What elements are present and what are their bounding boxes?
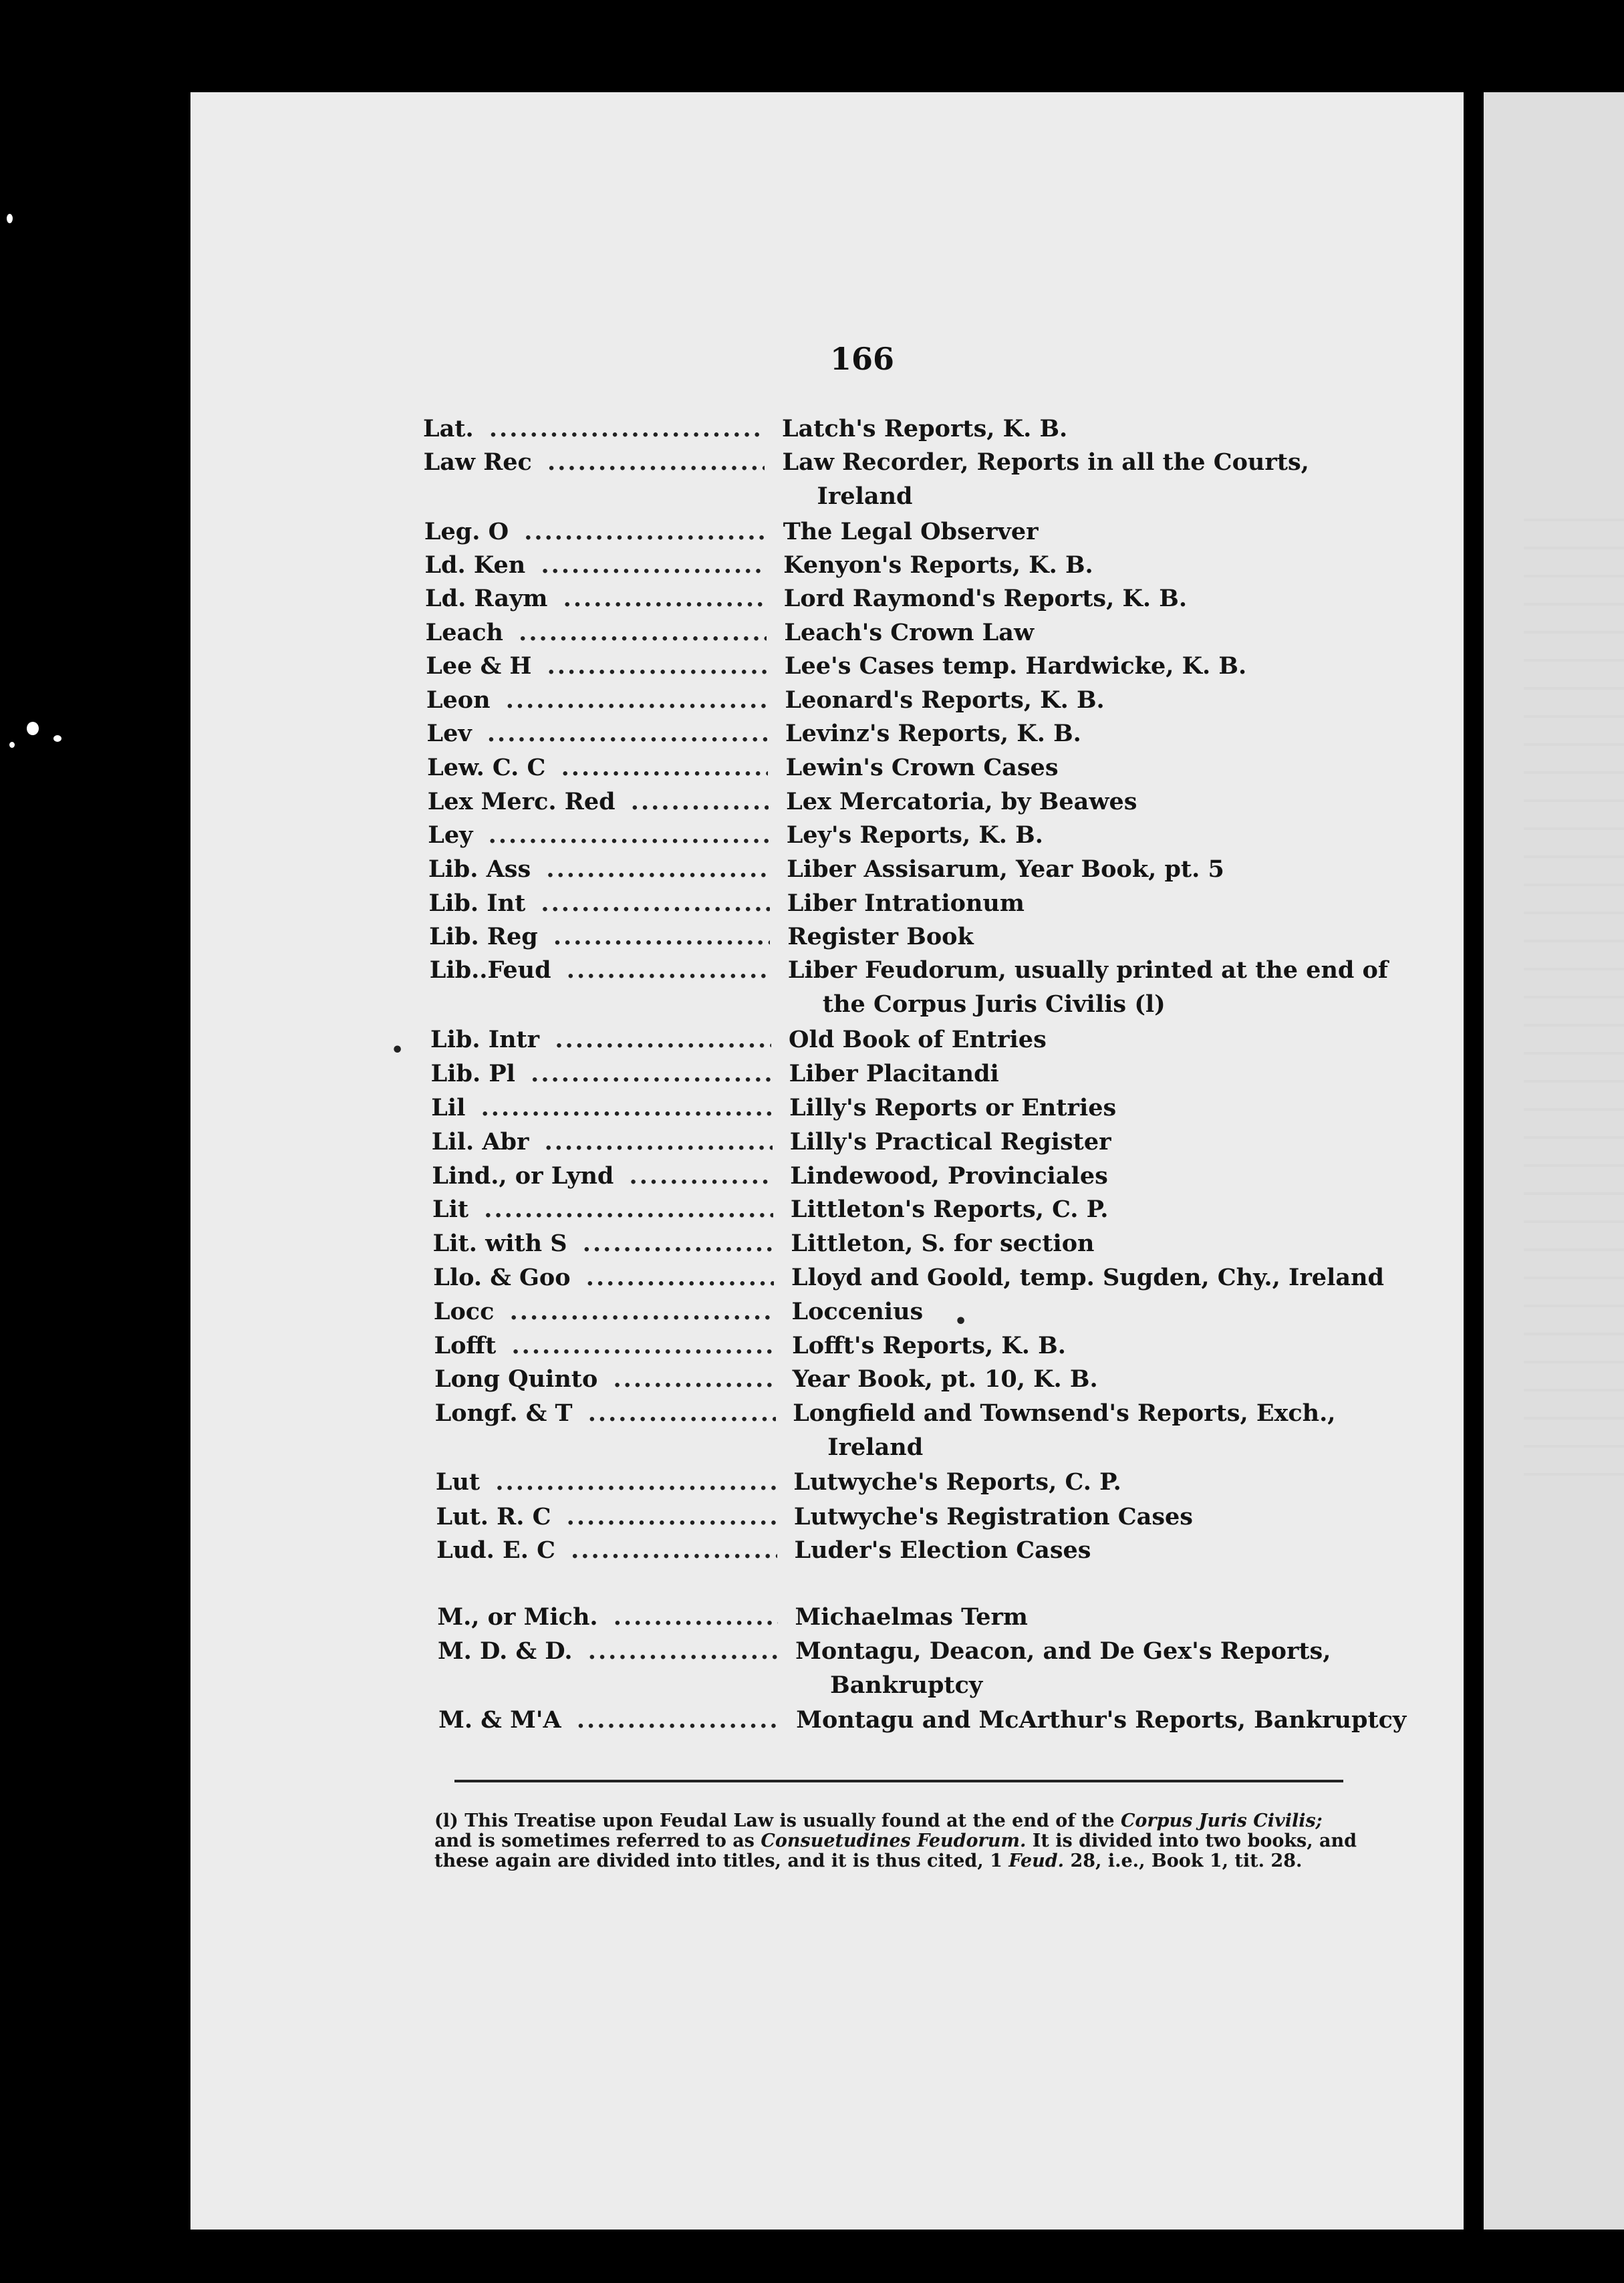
abbreviation-text: Longf. & T	[435, 1399, 578, 1427]
abbreviation-text: Ld. Ken	[424, 551, 531, 579]
footnote-text: It is divided into two books, and	[1026, 1831, 1357, 1851]
abbreviation-text: Lit	[432, 1196, 474, 1223]
footnote-text: and is sometimes referred to as	[434, 1831, 761, 1851]
footnote-italic: Corpus Juris Civilis;	[1120, 1810, 1323, 1831]
entry-description: Lex Mercatoria, by Beawes	[786, 788, 1137, 815]
entry-abbreviation	[434, 1331, 775, 1361]
entry-description-continued: Ireland	[827, 1434, 924, 1461]
abbreviation-text: M. D. & D.	[438, 1637, 578, 1665]
entry-abbreviation	[425, 584, 766, 614]
abbreviation-text: Leach	[426, 619, 509, 646]
entry-description: Michaelmas Term	[795, 1603, 1028, 1631]
entry-abbreviation	[433, 1229, 774, 1258]
abbreviation-text: Lex Merc. Red	[428, 788, 621, 815]
entry-abbreviation	[435, 1399, 776, 1428]
footnote-rule	[454, 1780, 1343, 1782]
bleed-through-text	[1524, 493, 1624, 1496]
abbreviation-text: M., or Mich.	[437, 1603, 603, 1631]
entry-description: Levinz's Reports, K. B.	[785, 720, 1081, 747]
entry-description: The Legal Observer	[783, 518, 1039, 545]
bullet-mark: •	[954, 1310, 968, 1333]
abbreviation-text: Llo. & Goo	[433, 1264, 575, 1291]
entry-description: Lofft's Reports, K. B.	[792, 1332, 1066, 1359]
entry-abbreviation	[428, 855, 769, 884]
footnote-text: 28, i.e., Book 1, tit. 28.	[1064, 1851, 1303, 1871]
entry-abbreviation	[432, 1162, 773, 1191]
abbreviation-text: Leg. O	[424, 518, 514, 545]
abbreviation-text: Lat.	[423, 415, 479, 442]
entry-description: Register Book	[787, 923, 974, 950]
entry-abbreviation	[431, 1059, 772, 1089]
entry-abbreviation	[436, 1502, 777, 1532]
entry-abbreviation	[426, 618, 767, 648]
entry-abbreviation	[433, 1263, 774, 1293]
adjacent-page-edge	[1484, 92, 1624, 2230]
abbreviation-text: Lind., or Lynd	[432, 1162, 619, 1190]
abbreviation-text: Lib. Ass	[428, 855, 536, 883]
entry-abbreviation	[426, 719, 767, 749]
entry-abbreviation	[432, 1127, 773, 1157]
entry-description: Latch's Reports, K. B.	[782, 415, 1068, 442]
entry-description-continued: Ireland	[817, 483, 913, 510]
entry-abbreviation	[430, 1025, 771, 1055]
entry-abbreviation	[434, 1297, 775, 1327]
entry-description: Littleton's Reports, C. P.	[790, 1196, 1109, 1223]
abbreviation-text: Lud. E. C	[436, 1536, 561, 1564]
entry-description: Lewin's Crown Cases	[785, 754, 1059, 781]
entry-abbreviation	[434, 1365, 775, 1394]
footnote-line	[434, 1811, 1343, 1831]
footnote-italic: Consuetudines Feudorum.	[761, 1831, 1027, 1851]
entry-abbreviation	[436, 1468, 777, 1497]
abbreviation-text: Lut	[436, 1468, 485, 1496]
entry-description: Lutwyche's Reports, C. P.	[793, 1468, 1121, 1496]
film-speck	[7, 214, 13, 223]
abbreviation-text: Lil	[431, 1094, 470, 1121]
entry-description-continued: the Corpus Juris Civilis (l)	[822, 990, 1166, 1018]
entry-description: Liber Feudorum, usually printed at the end of	[787, 956, 1388, 984]
entry-description: Lutwyche's Registration Cases	[793, 1503, 1193, 1530]
entry-abbreviation	[424, 517, 765, 547]
footnote-text: (l) This Treatise upon Feudal Law is usually found at the end of the	[434, 1810, 1121, 1831]
abbreviation-text: Long Quinto	[434, 1365, 603, 1393]
entry-description: Liber Placitandi	[789, 1060, 999, 1087]
entry-description: Littleton, S. for section	[791, 1230, 1095, 1257]
abbreviation-text: Lib. Int	[429, 890, 531, 917]
abbreviation-text: Lofft	[434, 1332, 501, 1359]
abbreviation-text: Ld. Raym	[425, 585, 553, 612]
entry-abbreviation	[429, 922, 770, 952]
entry-description: Lee's Cases temp. Hardwicke, K. B.	[784, 652, 1247, 680]
abbreviation-text: M. & M'A	[438, 1706, 567, 1734]
abbreviation-text: Lib. Reg	[429, 923, 543, 950]
abbreviation-text: Lib..Feud	[430, 956, 557, 984]
abbreviation-text: Lib. Pl	[431, 1060, 521, 1087]
entry-abbreviation	[426, 686, 767, 715]
film-speck	[27, 722, 39, 735]
entry-abbreviation	[428, 821, 769, 850]
entry-description: Lindewood, Provinciales	[790, 1162, 1108, 1190]
footnote	[434, 1810, 1357, 1871]
footnote-line	[434, 1831, 1357, 1851]
entry-description: Montagu and McArthur's Reports, Bankruptcy	[796, 1706, 1407, 1734]
abbreviation-text: Lew. C. C	[427, 754, 551, 781]
abbreviation-text: Lib. Intr	[430, 1026, 545, 1053]
entry-description: Year Book, pt. 10, K. B.	[792, 1365, 1098, 1393]
entry-description: Lilly's Reports or Entries	[789, 1094, 1117, 1121]
entry-description-continued: Bankruptcy	[830, 1671, 983, 1699]
entry-abbreviation	[424, 448, 765, 477]
entry-description: Old Book of Entries	[789, 1026, 1047, 1053]
entry-description: Ley's Reports, K. B.	[786, 821, 1043, 849]
footnote-text: these again are divided into titles, and it is thus cited, 1	[434, 1851, 1009, 1871]
entry-abbreviation	[431, 1093, 772, 1123]
abbreviation-text: Lev	[426, 720, 477, 747]
footnote-italic: Feud.	[1008, 1851, 1065, 1871]
entry-abbreviation	[430, 956, 771, 985]
abbreviation-text: Lit. with S	[433, 1230, 573, 1257]
entry-description: Lilly's Practical Register	[789, 1128, 1111, 1156]
film-speck	[53, 735, 61, 742]
entry-description: Lord Raymond's Reports, K. B.	[783, 585, 1188, 612]
abbreviation-text: Lee & H	[426, 652, 537, 680]
abbreviation-text: Ley	[428, 821, 478, 849]
entry-description: Liber Assisarum, Year Book, pt. 5	[787, 855, 1224, 883]
page-number: 166	[829, 341, 895, 377]
entry-abbreviation	[432, 1195, 773, 1224]
film-speck	[9, 742, 15, 748]
entry-description: Leonard's Reports, K. B.	[785, 686, 1105, 714]
entry-abbreviation	[424, 551, 765, 580]
entry-description: Law Recorder, Reports in all the Courts,	[782, 448, 1309, 476]
entry-abbreviation	[436, 1536, 777, 1565]
entry-abbreviation	[438, 1637, 779, 1666]
entry-description: Liber Intrationum	[787, 890, 1025, 917]
abbreviation-text: Lut. R. C	[436, 1503, 557, 1530]
entry-description: Lloyd and Goold, temp. Sugden, Chy., Ireland	[791, 1264, 1384, 1291]
entry-abbreviation	[428, 787, 769, 817]
entry-description: Kenyon's Reports, K. B.	[783, 551, 1093, 579]
entry-description: Leach's Crown Law	[784, 619, 1035, 646]
entry-abbreviation	[426, 652, 767, 681]
footnote-line	[434, 1851, 1343, 1871]
abbreviation-text: Leon	[426, 686, 496, 714]
abbreviation-text: Law Rec	[424, 448, 537, 476]
abbreviation-text: Locc	[434, 1298, 500, 1325]
book-page	[190, 92, 1464, 2230]
entry-description: Luder's Election Cases	[794, 1536, 1091, 1564]
entry-description: Loccenius	[791, 1298, 924, 1325]
abbreviation-text: Lil. Abr	[432, 1128, 535, 1156]
entry-abbreviation	[423, 414, 764, 444]
entry-abbreviation	[438, 1706, 779, 1735]
entry-description: Longfield and Townsend's Reports, Exch.,	[793, 1399, 1336, 1427]
entry-abbreviation	[427, 753, 768, 783]
entry-abbreviation	[429, 889, 770, 918]
entry-description: Montagu, Deacon, and De Gex's Reports,	[795, 1637, 1331, 1665]
bullet-mark: •	[391, 1039, 404, 1062]
entry-abbreviation	[437, 1603, 778, 1632]
